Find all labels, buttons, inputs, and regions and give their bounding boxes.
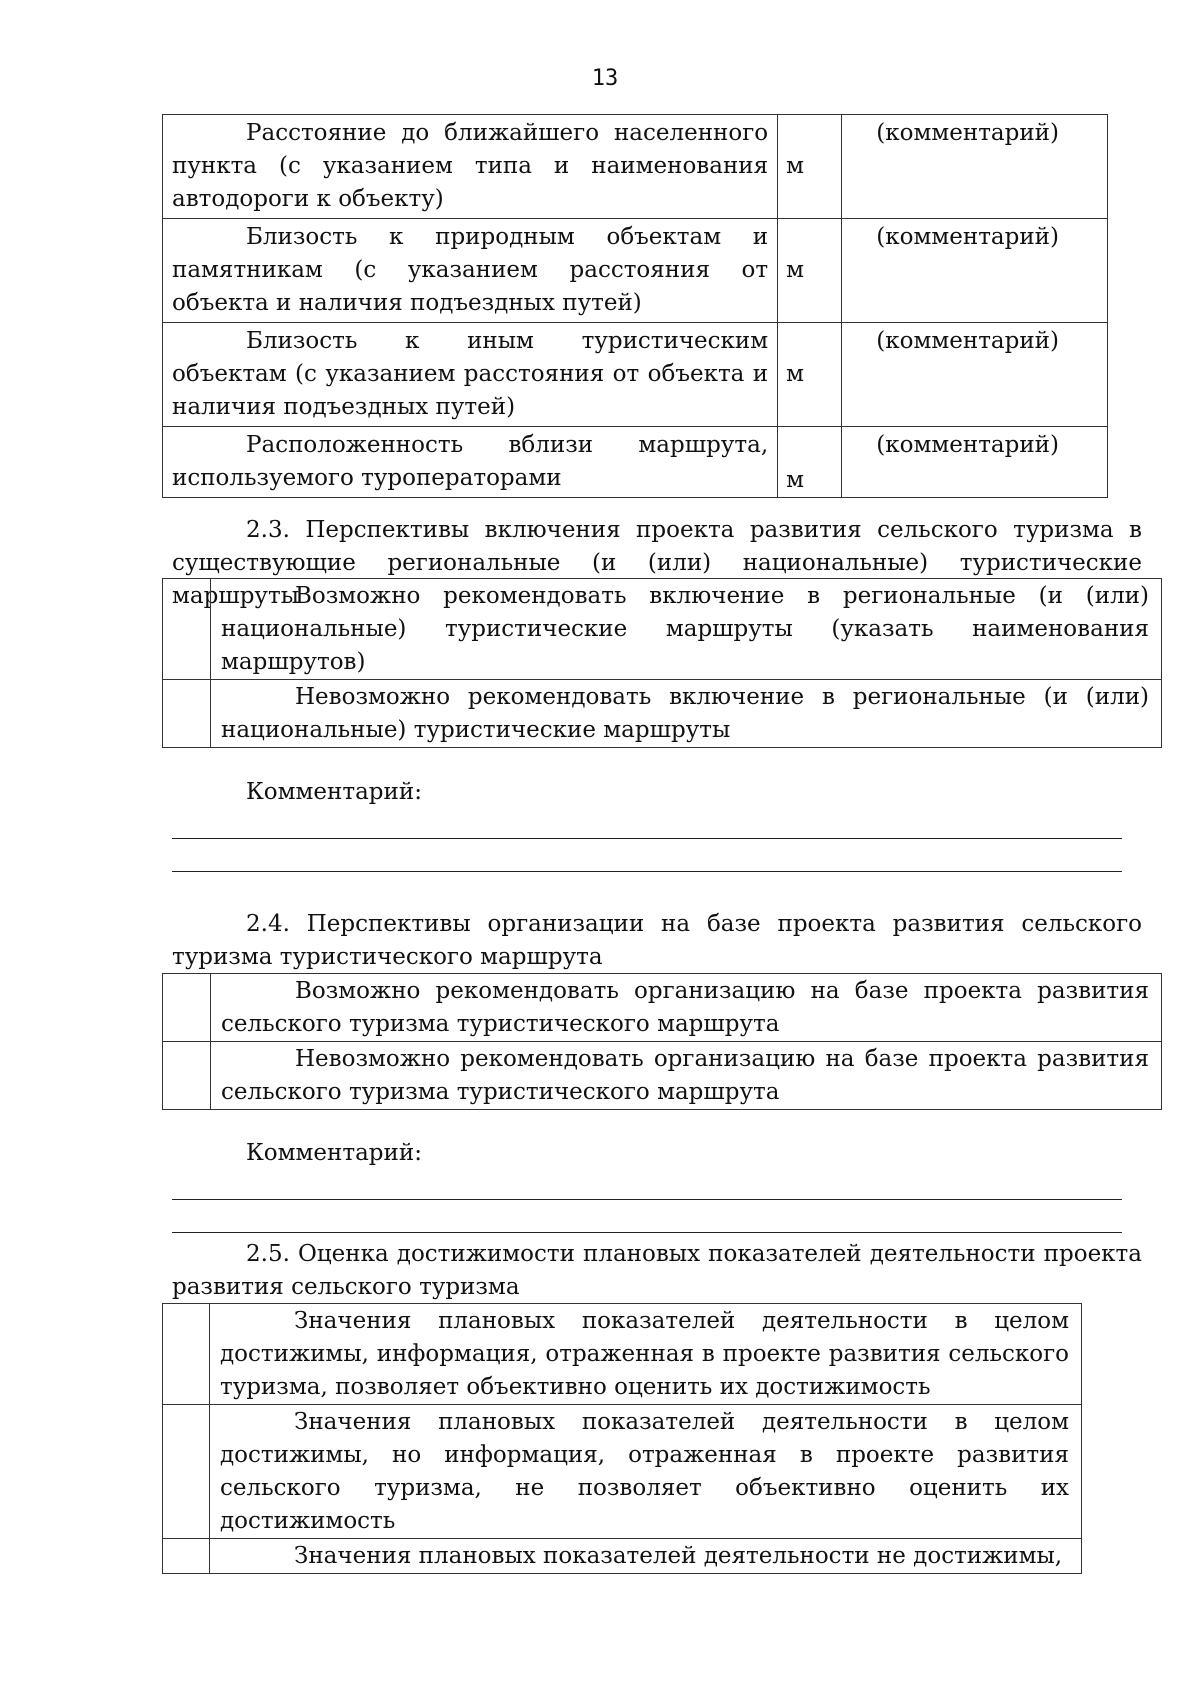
comment-line[interactable] [172, 1232, 1122, 1233]
option-checkbox[interactable] [163, 680, 211, 748]
criteria-table [162, 114, 1108, 498]
comment-label: Комментарий: [246, 779, 422, 805]
criterion-comment: (комментарий) [842, 115, 1108, 219]
section-2-4-options [162, 973, 1162, 1110]
option-checkbox[interactable] [163, 1539, 210, 1574]
option-text: Значения плановых показателей деятельности в целом достижимы, но информация, отраженная в проекте развития сельского туризма, не позволяет объективно оценить их достижимость [210, 1405, 1082, 1539]
criterion-text: Расположенность вблизи маршрута, используемого туроператорами [163, 427, 778, 498]
criterion-text: Близость к иным туристическим объектам (с указанием расстояния от объекта и наличия подъездных путей) [163, 323, 778, 427]
option-checkbox[interactable] [163, 1304, 210, 1405]
criterion-unit: м [778, 323, 842, 427]
option-text: Невозможно рекомендовать организацию на базе проекта развития сельского туризма туристического маршрута [211, 1042, 1162, 1110]
option-text: Значения плановых показателей деятельности в целом достижимы, информация, отраженная в проекте развития сельского туризма, позволяет объективно оценить их достижимость [210, 1304, 1082, 1405]
table-row [163, 219, 1108, 323]
criterion-text: Расстояние до ближайшего населенного пункта (с указанием типа и наименования автодороги к объекту) [163, 115, 778, 219]
comment-line[interactable] [172, 871, 1122, 872]
option-text: Возможно рекомендовать включение в региональные (и (или) национальные) туристические маршруты (указать наименования маршрутов) [211, 579, 1162, 680]
option-row [163, 1042, 1162, 1110]
section-2-4-title: 2.4. Перспективы организации на базе проекта развития сельского туризма туристического маршрута [172, 911, 1142, 970]
option-text: Возможно рекомендовать организацию на базе проекта развития сельского туризма туристического маршрута [211, 974, 1162, 1042]
criterion-unit: м [778, 219, 842, 323]
section-2-3-options [162, 578, 1162, 748]
option-text: Невозможно рекомендовать включение в региональные (и (или) национальные) туристические маршруты [211, 680, 1162, 748]
option-checkbox[interactable] [163, 1042, 211, 1110]
criterion-comment: (комментарий) [842, 427, 1108, 498]
criterion-comment: (комментарий) [842, 323, 1108, 427]
option-checkbox[interactable] [163, 579, 211, 680]
option-row [163, 974, 1162, 1042]
criterion-text: Близость к природным объектам и памятникам (с указанием расстояния от объекта и наличия подъездных путей) [163, 219, 778, 323]
page-number: 13 [591, 66, 619, 91]
option-checkbox[interactable] [163, 1405, 210, 1539]
criterion-comment: (комментарий) [842, 219, 1108, 323]
option-row [163, 1405, 1082, 1539]
option-checkbox[interactable] [163, 974, 211, 1042]
criterion-unit: м [778, 427, 842, 498]
comment-line[interactable] [172, 1199, 1122, 1200]
table-row [163, 427, 1108, 498]
table-row [163, 115, 1108, 219]
section-2-3-title: 2.3. Перспективы включения проекта развития сельского туризма в существующие региональные (и (или) национальные) туристические маршруты [172, 517, 1142, 609]
comment-line[interactable] [172, 838, 1122, 839]
option-row [163, 1539, 1082, 1574]
comment-label: Комментарий: [246, 1140, 422, 1166]
option-row [163, 1304, 1082, 1405]
table-row [163, 323, 1108, 427]
option-row [163, 579, 1162, 680]
option-row [163, 680, 1162, 748]
option-text: Значения плановых показателей деятельности не достижимы, [210, 1539, 1082, 1574]
criterion-unit: м [778, 115, 842, 219]
section-2-5-title: 2.5. Оценка достижимости плановых показателей деятельности проекта развития сельского туризма [172, 1241, 1142, 1300]
section-2-5-options [162, 1303, 1082, 1574]
